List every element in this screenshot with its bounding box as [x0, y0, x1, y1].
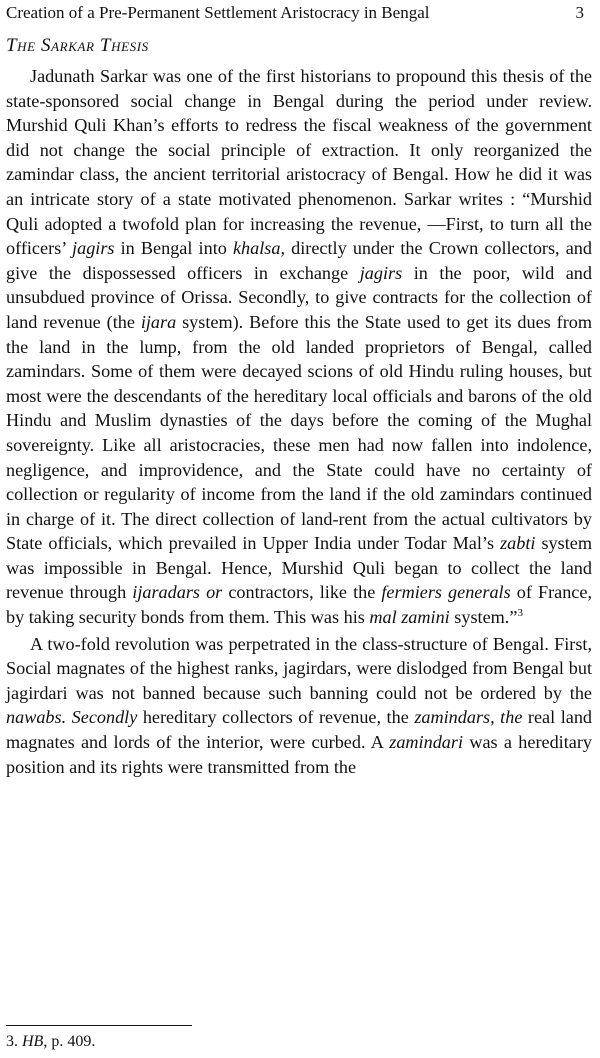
italic-term: mal zamini [369, 607, 450, 628]
italic-term: jagirs [72, 238, 115, 259]
footnote-number: 3. [6, 1033, 22, 1050]
text-run: contractors, like the [222, 582, 382, 603]
text-run: was a hereditary position and its rights were transmitted from the [6, 732, 593, 777]
footnote-reference[interactable]: 3 [517, 607, 523, 619]
text-run: A two-fold revolution was perpetrated in the class-structure of Bengal. First, Social magnates of the highest ranks, jagirdars, were dislodged from Bengal but jagirdari was not banned because such banning could not be ordered by the [6, 633, 592, 703]
text-run: system was impossible in Bengal. Hence, Murshid Quli began to collect the land revenue through [6, 533, 592, 603]
footnote-source: HB [22, 1033, 44, 1050]
running-title: Creation of a Pre-Permanent Settlement Aristocracy in Bengal [6, 3, 430, 22]
text-run: in the poor, wild and unsubdued province of Orissa. Secondly, to give contracts for the collection of land revenue (the [6, 262, 592, 332]
footnote [6, 1032, 95, 1052]
text-run: real land magnates and lords of the interior, were curbed. A [6, 707, 593, 753]
page-number: 3 [575, 3, 584, 22]
paragraph-two-fold-revolution [6, 632, 592, 780]
text-run: system). Before this the State used to get its dues from the land in the lump, from the old landed proprietors of Bengal, called zamindars. Some of them were decayed scions of old Hindu ruling houses, but most were the descendants of the hereditary local officials and barons of the old Hindu and Muslim dynasties of the days before the coming of the Mughal sovereignty. Like all aristocracies, these men had now fallen into indolence, negligence, and improvidence, and the State could have no certainty of collection or regularity of income from the land if the old zamindars continued in charge of it. The direct collection of land-rent from the actual cultivators by State officials, which prevailed in Upper India under Todar Mal’s [6, 311, 592, 554]
section-heading: The Sarkar Thesis [6, 35, 149, 56]
italic-term: zabti [500, 533, 536, 554]
italic-term: fermiers generals [381, 582, 511, 603]
text-run: directly under the Crown collectors, and give the dispossessed officers in exchange [6, 238, 592, 283]
italic-term: ijara [140, 311, 177, 332]
running-header [6, 2, 592, 24]
text-run: in Bengal into [114, 238, 233, 259]
paragraph-sarkar-thesis [6, 64, 592, 630]
footnote-text: , p. 409. [43, 1033, 96, 1050]
text-run: hereditary collectors of revenue, the [137, 707, 415, 728]
italic-term: ijaradars or [132, 582, 223, 603]
text-run: of France, by taking security bonds from them. This was his [6, 582, 593, 628]
italic-term: zamindars, the [414, 707, 523, 728]
italic-term: nawabs. Secondly [6, 707, 138, 728]
text-run: Jadunath Sarkar was one of the first historians to propound this thesis of the state-sponsored social change in Bengal during the period under review. Murshid Quli Khan’s efforts to redress the fiscal weakness of the government did not change the social principle of extraction. It only reorganized the zamindar class, the ancient territorial aristocracy of Bengal. How he did it was an intricate story of a state motivated phenomenon. Sarkar writes : “Murshid Quli adopted a twofold plan for increasing the revenue, —First, to turn all the officers’ [6, 66, 592, 259]
italic-term: jagirs [359, 262, 403, 283]
italic-term: zamindari [389, 732, 464, 753]
italic-term: khalsa, [232, 238, 286, 259]
text-run: system.” [449, 607, 518, 628]
footnote-divider [6, 1025, 192, 1026]
